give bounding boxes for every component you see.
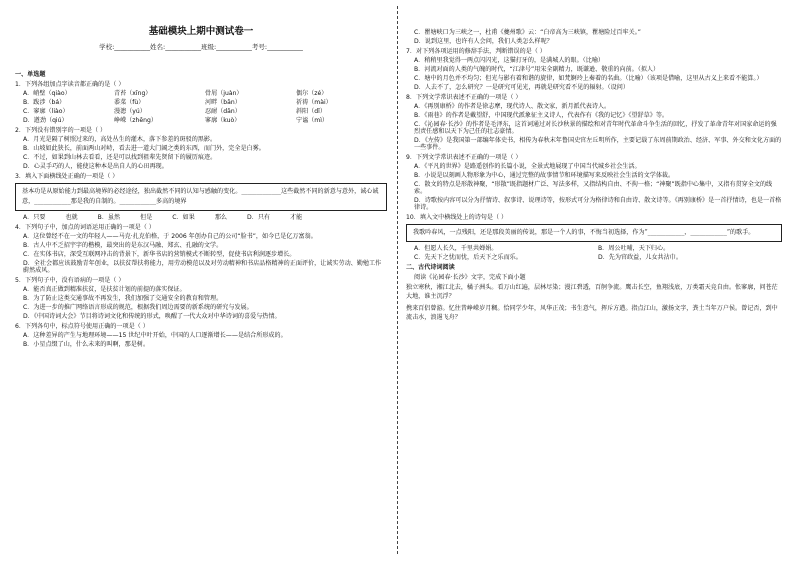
option-cell: D．遒劲（qiú）	[23, 117, 68, 125]
option-word: 那么	[214, 213, 228, 221]
question-4-option-d: D．全社会都应该鼓励青年创业，以扶贫帮扶将能力，用劳动模范以及对劳动精神和书店品格精神的正面评价，让诚实劳动、勤勉工作蔚然成风。	[23, 259, 382, 274]
question-1-stem: 1．下列各组加点字读音都正确的是（ ）	[15, 81, 125, 89]
option-cell: 忍耐（dān）	[205, 108, 241, 116]
option-word: C．如果	[172, 213, 195, 221]
option-cell: 河畔（bān）	[205, 99, 241, 107]
question-1-row-a	[23, 90, 387, 97]
poem-stanza-1: 独立寒秋，湘江北去，橘子洲头。看万山红遍，层林尽染；漫江碧透，百舸争流。鹰击长空，鱼翔浅底，万类霜天竞自由。怅寥廓，问苍茫大地，谁主沉浮？	[406, 283, 778, 301]
option-cell: A．峭壁（qiào）	[23, 90, 71, 98]
column-divider	[397, 6, 398, 554]
option-cell: C．先天下之忧而忧，后天下之乐而乐。	[414, 253, 522, 261]
question-8-option-d: D．《左传》是我国第一部编年体史书，相传为春秋末年鲁国史官左丘明所作，主要记载了东周前期政治、经济、军事、外交和文化方面的一些事件。	[414, 137, 782, 151]
question-8-option-c: C．《沁园春·长沙》的作者是毛泽东，这首词通过对长沙秋景的描绘和对青年时代革命斗争生活的回忆，抒发了革命青年对国家命运的强烈责任感和以天下为己任的壮志豪情。	[414, 121, 777, 135]
option-cell: 漫漶（yú）	[114, 108, 146, 116]
reading-intro: 阅读《沁园春·长沙》文字，完成下面小题	[414, 273, 526, 281]
question-7-stem: 7．对下列各项运用的修辞手法，判断错误的是（ ）	[406, 48, 546, 55]
question-10-row-ab	[414, 245, 782, 252]
question-2-option-d: D．心灵手巧的人，能使这种本是出自人的心田再现。	[23, 163, 168, 171]
question-8-stem: 8．下列文学常识表述不正确的一项是（ ）	[406, 94, 522, 101]
option-cell: 峥嵘（zhēng）	[114, 117, 157, 125]
question-6-option-b: B．小星点缀了山，什么未来的叫啊，那是树。	[23, 340, 150, 348]
question-9-stem: 9．下列文学常识表述不正确的一项是（ ）	[406, 154, 522, 161]
option-cell: 宁谧（mì）	[296, 117, 329, 125]
option-cell: 祈祷（mài）	[296, 99, 332, 107]
question-7-option-c: C．塘中的月色并不均匀；但光与影有着和谐的旋律，如梵婀玲上奏着的名曲。（比喻）（该项是借喻，这里从古义上来看不能算。）	[414, 75, 763, 82]
option-cell: B．跋涉（bá）	[23, 99, 66, 107]
option-cell: A．但愿人长久，千里共婵娟。	[414, 244, 498, 252]
option-cell: 青苔（xīng）	[114, 90, 152, 98]
poem-stanza-2: 携来百侣曾游。忆往昔峥嵘岁月稠。恰同学少年，风华正茂；书生意气，挥斥方遒。指点江山，激扬文字，粪土当年万户侯。曾记否，到中流击水，浪遏飞舟？	[406, 304, 778, 322]
question-4-option-b: B．古人中不乏招宇字的楷模，最突出的是东汉马融、郑玄、孔融的文学。	[23, 241, 223, 249]
option-cell: 骨屑（juàn）	[205, 90, 243, 98]
question-2-option-a: A．月光是隔了树照过来的，高处丛生的灌木，落下参差的斑驳的黑影。	[23, 136, 217, 144]
question-9-option-c: C．散文的特点是形散神聚，“形散”既指题材广泛、写法多样，又指结构自由、不拘一格；“神聚”既指中心集中，又指有贯穿全文的线索。	[414, 181, 773, 195]
question-8-option-b: B．《雨巷》的作者是戴望舒，中国现代派象征主义诗人，代表作有《我的记忆》《望舒草》等。	[414, 112, 669, 119]
option-cell: 黍菜（fù）	[114, 99, 145, 107]
question-8-option-a: A．《再别康桥》的作者是徐志摩，现代诗人、散文家，新月派代表诗人。	[414, 103, 611, 110]
question-10-stem: 10．填入文中横线处上的诗句是（ ）	[406, 214, 508, 221]
question-3-passage-box: 基本功是从原始能力到最高境界的必经途径，独出截然不同的认知与感触的变化。_____________这些截然不同的新意与意外，诚心诚意，____________那是我的自制的。____________多高的境界	[15, 183, 387, 211]
section-heading-single-choice: 一、单选题	[15, 71, 46, 79]
option-word: A．只要	[23, 213, 46, 221]
option-word: B．虽然	[97, 213, 121, 221]
question-7-option-b: B．河流对面的人类的气魄的时代，“江津号”用宋全副精力，既谦逊、敬重的向前。（拟人）	[414, 66, 660, 73]
exam-title: 基础模块上期中测试卷一	[148, 26, 254, 37]
question-5-option-d: D．《中国诗词大会》节目将诗词文化和传统的形式，唤醒了一代大众对中华诗词的喜爱与热情。	[23, 312, 281, 320]
option-word: D．只有	[247, 213, 271, 221]
question-6-option-c: C．瞿塘峡口为三峡之一，杜甫《夔州歌》云：“白帝高为三峡镇，瞿塘险过百牢关。”	[414, 29, 641, 36]
question-1-row-c	[23, 108, 387, 115]
question-5-option-a: A．能否真正做到精准扶贫，是扶贫计划的前提的落实保证。	[23, 285, 186, 293]
question-1-row-b	[23, 99, 387, 106]
question-4-option-c: C．在实体书店，深受互联网冲击的背景下，新华书店的营销模式不断转型，促使书店利润逐步增长。	[23, 250, 296, 258]
option-cell: C．寥廓（liào）	[23, 108, 69, 116]
question-3-stem: 3．填入下面横线处正确的一项是（ ）	[15, 173, 119, 181]
question-9-option-a: A．《平凡的世界》是路遥创作的长篇小说，全景式地展现了中国当代城乡社会生活。	[414, 163, 641, 170]
question-5-stem: 5．下列句子中，没有语病的一项是（ ）	[15, 276, 125, 284]
option-word: 也就	[65, 213, 78, 221]
question-7-option-d: D．人去不了，怎么研究？一是研究可见光，再就是研究看不见的辐射。（设问）	[414, 84, 629, 91]
question-5-option-c: C．为进一步的推广网络语言形成的规范，根据我们周边需要的新系统的研究与发展。	[23, 303, 253, 311]
option-cell: 偶尔（zé）	[296, 90, 328, 98]
question-10-passage-box: 我歌吟春风，一点残阳，还是那段美丽的传说，那是一个人的事，不悔当初选择，作为“____________，____________”的歌手。	[406, 224, 782, 242]
question-9-option-d: D．诗歌按内容可以分为抒情诗、叙事诗、说理诗等，按形式可分为格律诗和自由诗、散文诗等。《再别康桥》是一首抒情诗，也是一首格律诗。	[414, 197, 782, 211]
option-cell: B．周公吐哺，天下归心。	[598, 244, 670, 252]
option-cell: 寥廓（kuò）	[205, 117, 241, 125]
option-word: 但是	[140, 213, 153, 221]
left-column	[15, 0, 387, 350]
option-cell: 斜阳（dǐ）	[296, 108, 326, 116]
question-6-option-d: D．说到这里，也许有人会问，我们人类怎么样呢？	[414, 38, 553, 45]
question-9-option-b: B．小说是以刻画人物形象为中心，通过完整的故事情节和环境描写来反映社会生活的文学体裁。	[414, 172, 675, 179]
question-3-options	[23, 214, 387, 221]
question-4-stem: 4．下列句子中，加点的词语运用正确的一项是（ ）	[15, 223, 155, 231]
question-6-stem: 6．下列各句中，标点符号使用正确的一项是（ ）	[15, 322, 149, 330]
option-cell: D．先为官政益，儿女共沾巾。	[598, 253, 682, 261]
question-5-option-b: B．为了防止这类交通事故不再发生，我们加强了交通安全的教育和管理。	[23, 294, 223, 302]
right-column	[406, 27, 782, 325]
question-2-option-c: C．不过，如果到山林去看看，还是可以找到祖辈先贤留下的履历痕迹。	[23, 154, 217, 162]
question-2-stem: 2．下列没有错别字的一项是（ ）	[15, 127, 107, 135]
question-6-option-a: A．这种差异的产生与地理环境——15 世纪中叶开始，中国的人口逐渐增长——是结合所形成的。	[23, 331, 287, 339]
section-heading-poetry: 二、古代诗词阅读	[406, 263, 455, 271]
question-1-row-d	[23, 117, 387, 124]
question-4-option-a: A．这位曾经不在一文的年轻人——马克·扎克伯格，于 2006 年创办自己的公司“脸书”，如今已是亿万富翁。	[23, 232, 317, 240]
question-10-row-cd	[414, 254, 782, 261]
question-2-option-b: B．山坡如此狭长，前面两山对峙，看去进一道大门阔之类的东西，而门外，完全是白雾。	[23, 145, 265, 153]
option-word: 才能	[290, 213, 303, 221]
question-7-option-a: A．稍稍里我觉得一两点闪闪光，这猫打牙的，是满城人的眼。（比喻）	[414, 57, 605, 64]
student-info-line: 学校:___________姓名:___________班级:___________考号:___________	[99, 42, 303, 51]
